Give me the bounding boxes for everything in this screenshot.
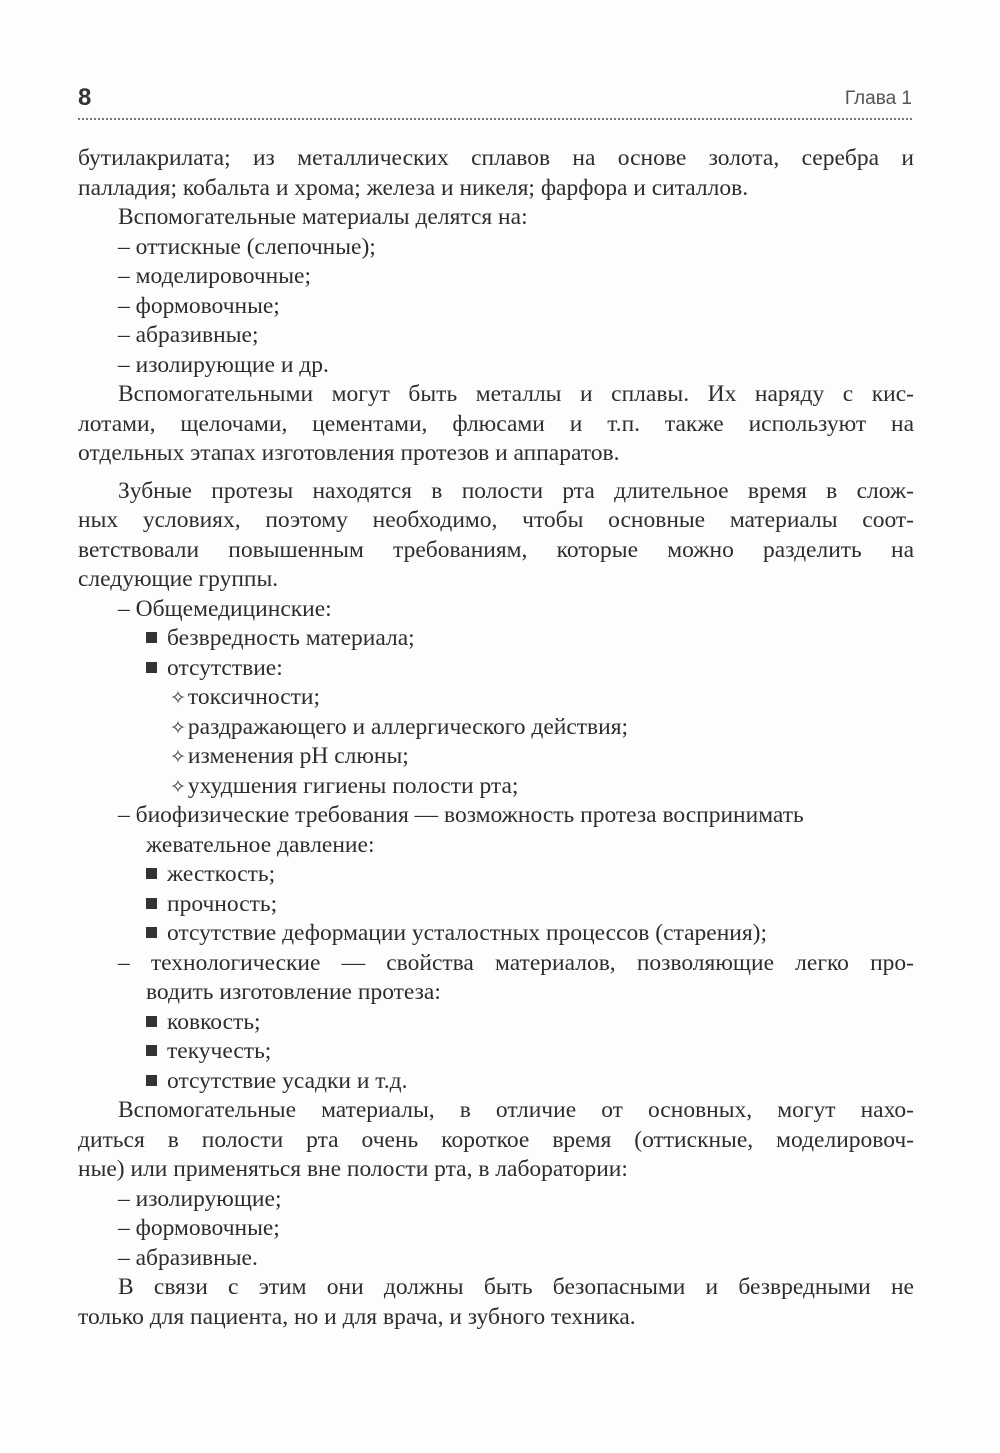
sub-bullet-item	[78, 772, 914, 802]
bullet-text: ухудшения гигиены полости рта;	[187, 772, 519, 799]
bullet-item	[78, 890, 914, 920]
page-header	[78, 84, 912, 122]
text-line: палладия; кобальта и хрома; железа и никеля; фарфора и ситаллов.	[78, 174, 749, 201]
list-item: – абразивные;	[118, 322, 259, 348]
bullet-item	[78, 1008, 914, 1038]
diamond-bullet-icon: ✧	[170, 687, 186, 709]
bullet-item	[78, 860, 914, 890]
bullet-text: отсутствие деформации усталостных процессов (старения);	[167, 920, 768, 946]
text-line: лотами, щелочами, цементами, флюсами и т.п. также используют на	[78, 410, 914, 437]
bullet-text: ковкость;	[167, 1008, 261, 1035]
text-line: Вспомогательные материалы делятся на:	[118, 204, 528, 230]
chapter-title: Глава 1	[844, 88, 912, 109]
text-line: отдельных этапах изготовления протезов и аппаратов.	[78, 440, 620, 466]
list-item: – изолирующие и др.	[118, 351, 329, 378]
text-line: только для пациента, но и для врача, и зубного техника.	[78, 1303, 636, 1330]
square-bullet-icon	[146, 898, 157, 909]
bullet-text: жесткость;	[167, 861, 276, 887]
square-bullet-icon	[146, 632, 157, 643]
square-bullet-icon	[146, 927, 157, 938]
list-item: – изолирующие;	[118, 1185, 282, 1212]
text-line: бутилакрилата; из металлических сплавов на основе золота, серебра и	[78, 145, 914, 171]
list-item: – формовочные;	[118, 1215, 280, 1241]
list-item: – оттискные (слепочные);	[118, 233, 376, 260]
diamond-bullet-icon: ✧	[170, 746, 186, 768]
square-bullet-icon	[146, 868, 157, 879]
list-item: – моделировочные;	[118, 263, 311, 289]
list-item: – формовочные;	[118, 292, 280, 319]
header-dotted-rule	[78, 118, 912, 120]
bullet-text: токсичности;	[187, 684, 321, 710]
sub-bullet-item	[78, 742, 914, 772]
diamond-bullet-icon: ✧	[170, 716, 186, 739]
bullet-text: раздражающего и аллергического действия;	[187, 713, 629, 740]
text-line: Зубные протезы находятся в полости рта длительное время в слож-	[118, 477, 914, 504]
bullet-item	[78, 1037, 914, 1067]
text-line: следующие группы.	[78, 566, 279, 592]
list-item: – Общемедицинские:	[118, 595, 332, 622]
square-bullet-icon	[146, 1016, 157, 1027]
text-line: ветствовали повышенным требованиям, которые можно разделить на	[78, 536, 914, 563]
list-item: – абразивные.	[118, 1244, 258, 1271]
page-body	[78, 144, 914, 1332]
text-line: диться в полости рта очень короткое время (оттискные, моделировоч-	[78, 1126, 914, 1153]
list-item: – технологические — свойства материалов, позволяющие легко про-	[118, 949, 914, 976]
list-item: – биофизические требования — возможность протеза воспринимать	[118, 802, 804, 828]
text-line: водить изготовление протеза:	[146, 979, 441, 1005]
bullet-item	[78, 1067, 914, 1097]
sub-bullet-item	[78, 683, 914, 713]
text-line: ных условиях, поэтому необходимо, чтобы основные материалы соот-	[78, 507, 914, 533]
text-line: Вспомогательными могут быть металлы и сплавы. Их наряду с кис-	[118, 381, 914, 407]
square-bullet-icon	[146, 1075, 157, 1086]
text-line: ные) или применяться вне полости рта, в лаборатории:	[78, 1156, 628, 1182]
text-line: В связи с этим они должны быть безопасными и безвредными не	[118, 1274, 914, 1300]
sub-bullet-item	[78, 713, 914, 743]
bullet-text: отсутствие:	[167, 654, 283, 681]
bullet-text: отсутствие усадки и т.д.	[167, 1067, 408, 1094]
bullet-text: прочность;	[167, 890, 278, 917]
text-line: Вспомогательные материалы, в отличие от основных, могут нахо-	[118, 1097, 914, 1123]
bullet-text: текучесть;	[167, 1038, 272, 1064]
bullet-item	[78, 654, 914, 684]
square-bullet-icon	[146, 1045, 157, 1056]
bullet-item	[78, 919, 914, 949]
page-number: 8	[78, 84, 92, 111]
bullet-text: изменения рН слюны;	[187, 743, 409, 769]
bullet-text: безвредность материала;	[167, 625, 415, 651]
square-bullet-icon	[146, 662, 157, 673]
text-line: жевательное давление:	[146, 831, 375, 858]
bullet-item	[78, 624, 914, 654]
diamond-bullet-icon: ✧	[170, 775, 186, 798]
